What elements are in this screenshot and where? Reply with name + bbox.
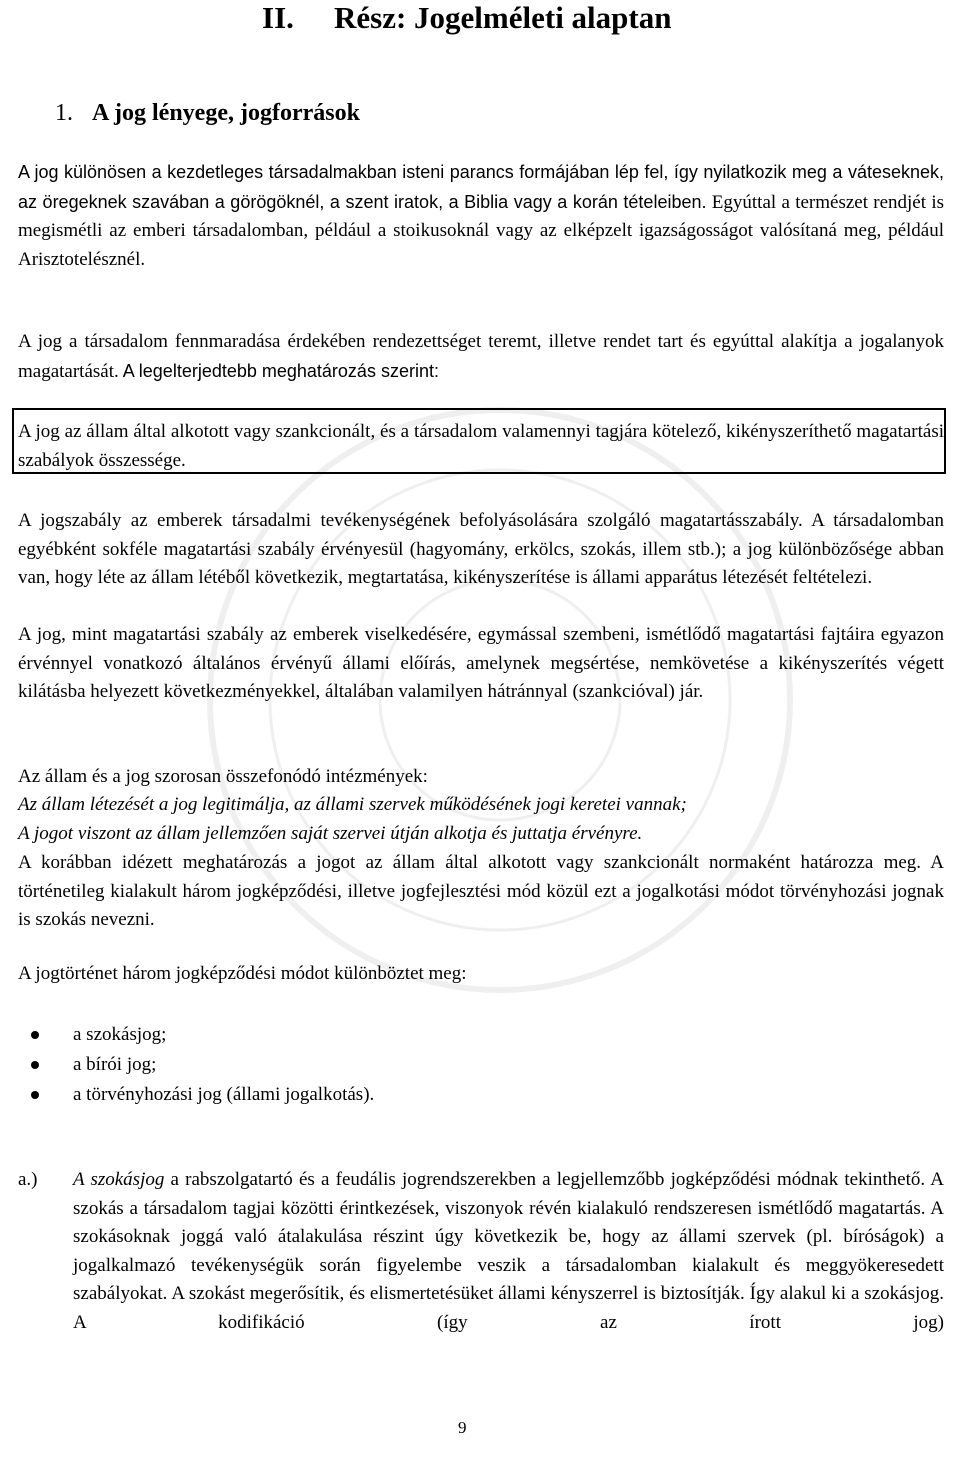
paragraph-5-italic-2: A jogot viszont az állam jellemzően saját szervei útján alkotja és juttatja érvényre. [18,823,643,844]
definition-text: A jog az állam által alkotott vagy szankcionált, és a társadalom valamennyi tagjára kötelező, kikényszeríthető magatartási szabályok összessége. [18,421,944,471]
paragraph-2 [18,328,944,386]
paragraph-1-sans-part: A jog különösen a kezdetleges társadalmakban isteni parancs formájában lép fel, így nyilatkozik meg a váteseknek, az öregeknek szavában a görögöknél, a szent iratok, a Biblia vagy a korán tételeiben. [18,162,944,212]
paragraph-3: A jogszabály az emberek társadalmi tevékenységének befolyásolására szolgáló magatartásszabály. A társadalomban egyébként sokféle magatartási szabály érvényesül (hagyomány, erkölcs, szokás, illem stb.); a jog különbözősége abban van, hogy léte az állam létéből következik, megtartatása, kikényszerítése is állami apparátus létezését feltételezi. [18,510,944,588]
list-item-text: a törvényhozási jog (állami jogalkotás). [73,1084,375,1105]
paragraph-5-italic-1: Az állam létezését a jog legitimálja, az állami szervek működésének jogi keretei vannak; [18,794,687,815]
paragraph-5-rest: A korábban idézett meghatározás a jogot az állam által alkotott vagy szankcionált normaként határozza meg. A történetileg kialakult három jogképződési, illetve jogfejlesztési mód közül ezt a jogalkotási módot törvényhozási jognak is szokás nevezni. [18,852,944,930]
section-heading [55,98,360,128]
list-item [18,1050,374,1080]
paragraph-2-main: A jog a társadalom fennmaradása érdekében rendezettséget teremt, illetve rendet tart és egyúttal alakítja a jogalanyok magatartását. [18,331,944,382]
list-item-text: a szokásjog; [73,1024,167,1045]
item-a-label: a.) [18,1169,38,1190]
chapter-number: II. [262,0,294,35]
law-formation-list [18,1020,374,1110]
paragraph-5-intro: Az állam és a jog szorosan összefonódó intézmények: [18,766,428,787]
bullet-icon [31,1031,39,1039]
item-a-italic: A szokásjog [73,1169,165,1190]
list-item [18,1080,374,1110]
chapter-heading [262,0,671,36]
paragraph-4: A jog, mint magatartási szabály az emberek viselkedésére, egymással szembeni, ismétlődő magatartási fajtáira egyazon érvénnyel vonatkozó általános érvényű állami előírás, amelynek megsértése, nemkövetése a kikényszerítés végett kilátásba helyezett következményekkel, általában valamilyen hátránnyal (szankcióval) jár. [18,624,944,702]
page-number: 9 [458,1418,467,1437]
paragraph-1-rest: Egyúttal a természet rendjét is megismétli az emberi társadalomban, például a stoikusoknál vagy az elképzelt igazságosságot valósítaná meg, például Arisztotelésznél. [18,191,944,270]
paragraph-2-lead-in: A legelterjedtebb meghatározás szerint: [118,360,439,381]
chapter-title: Rész: Jogelméleti alaptan [334,0,672,35]
section-number: 1. [55,100,73,126]
bullet-icon [31,1061,39,1069]
item-a-body [73,1166,944,1366]
bullet-icon [31,1091,39,1099]
paragraph-1 [18,158,944,274]
section-title: A jog lényege, jogforrások [92,100,360,126]
list-item-text: a bírói jog; [73,1054,157,1075]
item-a-text: a rabszolgatartó és a feudális jogrendszerekben a legjellemzőbb jogképződési módnak tekinthető. A szokás a társadalom tagjai közötti érintkezések, viszonyok révén kialakuló rendszeresen ismétlődő magatartás. A szokásoknak joggá való átalakulása részint úgy következik be, hogy az állami szervek (pl. bíróságok) a jogalkalmazó tevékenységük során figyelembe veszik a társadalomban kialakult és meggyökeresedett szabályokat. A szokást megerősítik, és elismertetésüket állami kényszerrel is biztosítják. Így alakul ki a szokásjog. A kodifikáció (így az írott jog) [73,1169,944,1333]
paragraph-6: A jogtörténet három jogképződési módot különböztet meg: [18,963,467,984]
list-item [18,1020,374,1050]
